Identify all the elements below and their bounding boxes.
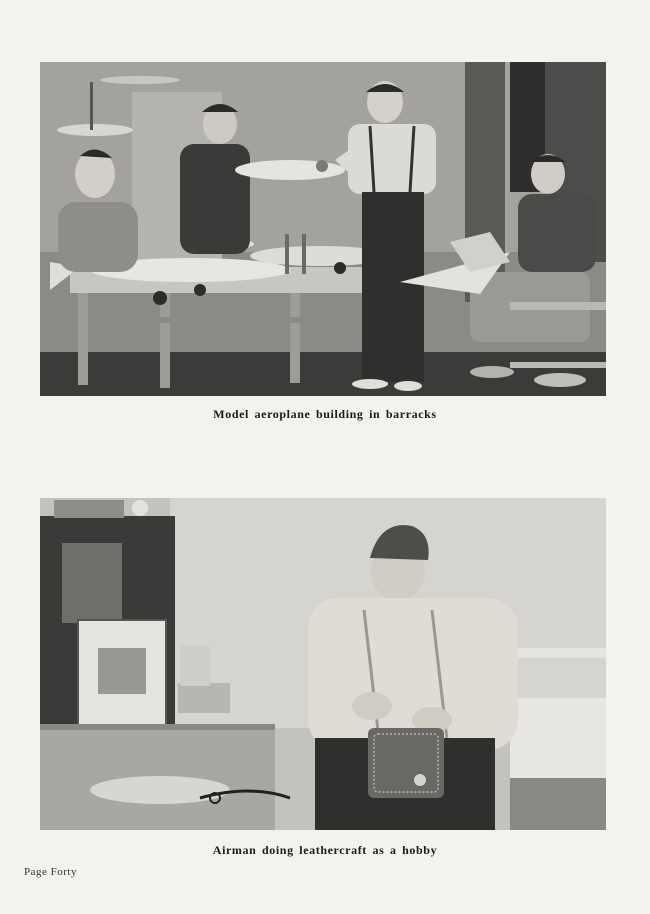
page-number: Page Forty <box>24 866 77 878</box>
photo-caption: Airman doing leathercraft as a hobby <box>212 843 438 857</box>
photo-model-aeroplane-illustration <box>40 62 606 396</box>
photo-leathercraft-hobby <box>40 498 606 830</box>
photo-model-aeroplane-building <box>40 62 606 396</box>
photo-caption: Model aeroplane building in barracks <box>213 407 437 421</box>
photo-leathercraft-illustration <box>40 498 606 830</box>
